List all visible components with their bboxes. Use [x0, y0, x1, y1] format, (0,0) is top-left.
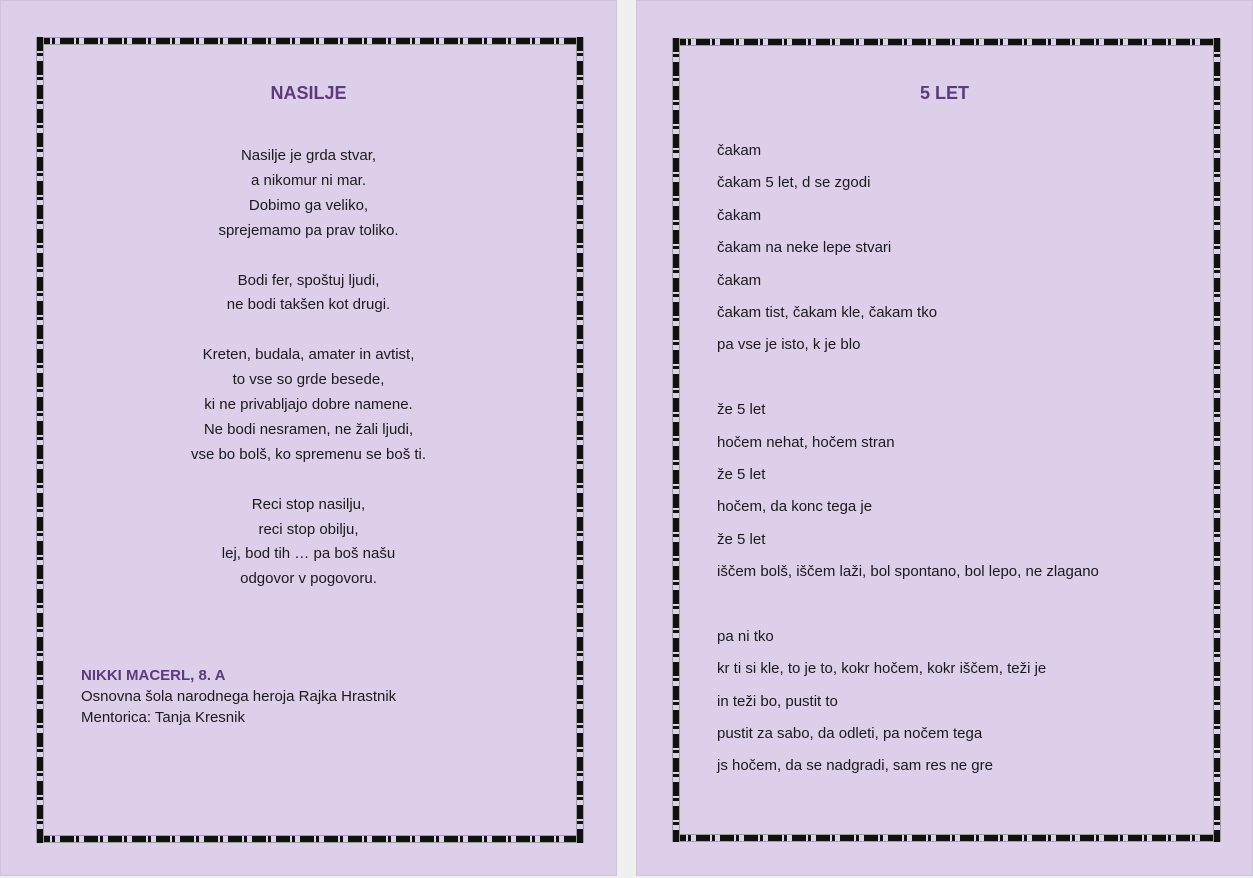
stanza: [1, 269, 616, 319]
stanza-gap: [717, 368, 1099, 400]
poem-line: kr ti si kle, to je to, kokr hočem, kokr iščem, teži je: [717, 660, 1047, 678]
stanza-gap: [717, 594, 1099, 626]
poem-line: vse bo bolš, ko spremenu se boš ti.: [190, 445, 427, 463]
poem-line: že 5 let: [717, 530, 766, 548]
poem-line: sprejemamo pa prav toliko.: [218, 221, 399, 239]
poem-line: hočem nehat, hočem stran: [717, 433, 895, 451]
mentor-name: Mentorica: Tanja Kresnik: [81, 709, 245, 726]
poem-line: čakam 5 let, d se zgodi: [717, 174, 871, 192]
poem-line: lej, bod tih … pa boš našu: [221, 545, 396, 563]
poem-line: čakam: [717, 142, 762, 159]
poem-line: čakam tist, čakam kle, čakam tko: [717, 303, 938, 321]
stanza: [1, 144, 616, 244]
poem-line: čakam: [717, 206, 762, 224]
poem-line: Kreten, budala, amater in avtist,: [202, 346, 415, 364]
poem-line: pa vse je isto, k je blo: [717, 336, 861, 354]
poem-line: iščem bolš, iščem laži, bol spontano, bol lepo, ne zlagano: [717, 563, 1099, 581]
poem-line: pustit za sabo, da odleti, pa nočem tega: [717, 725, 983, 743]
border-bottom: [36, 835, 584, 843]
border-left: [672, 38, 680, 842]
poem-line: a nikomur ni mar.: [250, 171, 367, 189]
stanza: [1, 493, 616, 593]
author-name: NIKKI MACERL, 8. A: [81, 667, 226, 684]
border-top: [36, 37, 584, 45]
school-name: Osnovna šola narodnega heroja Rajka Hrastnik: [81, 688, 397, 705]
poem-line: čakam na neke lepe stvari: [717, 239, 892, 257]
poem-line: ki ne privabljajo dobre namene.: [204, 396, 413, 414]
poem-line: in teži bo, pustit to: [717, 692, 838, 710]
author-info: [81, 665, 396, 728]
poem-line: ne bodi takšen kot drugi.: [226, 296, 391, 314]
border-right: [1213, 38, 1221, 842]
poem-line: Dobimo ga veliko,: [248, 196, 369, 214]
poem-line: Nasilje je grda stvar,: [240, 147, 377, 164]
stanza: [1, 343, 616, 468]
poem-line: reci stop obilju,: [258, 520, 359, 538]
border-bottom: [672, 834, 1221, 842]
document-page-left: [0, 0, 617, 876]
border-top: [672, 38, 1221, 46]
poem-line: že 5 let: [717, 465, 766, 483]
poem-line: Reci stop nasilju,: [251, 495, 366, 513]
poem-line: Ne bodi nesramen, ne žali ljudi,: [203, 420, 414, 438]
poem-line: hočem, da konc tega je: [717, 498, 873, 516]
poem-line: že 5 let: [717, 401, 766, 419]
poem-body: [1, 144, 616, 617]
poem-line: odgovor v pogovoru.: [240, 570, 377, 588]
poem-title: 5 LET: [919, 83, 969, 103]
poem-line: js hočem, da se nadgradi, sam res ne gre: [717, 757, 993, 775]
document-page-right: [636, 0, 1253, 876]
poem-line: Bodi fer, spoštuj ljudi,: [237, 271, 380, 289]
poem-line: pa ni tko: [717, 627, 774, 645]
poem-line: to vse so grde besede,: [232, 371, 385, 389]
poem-line: čakam: [717, 271, 762, 289]
poem-title: NASILJE: [270, 83, 347, 103]
poem-body: [717, 141, 1099, 789]
